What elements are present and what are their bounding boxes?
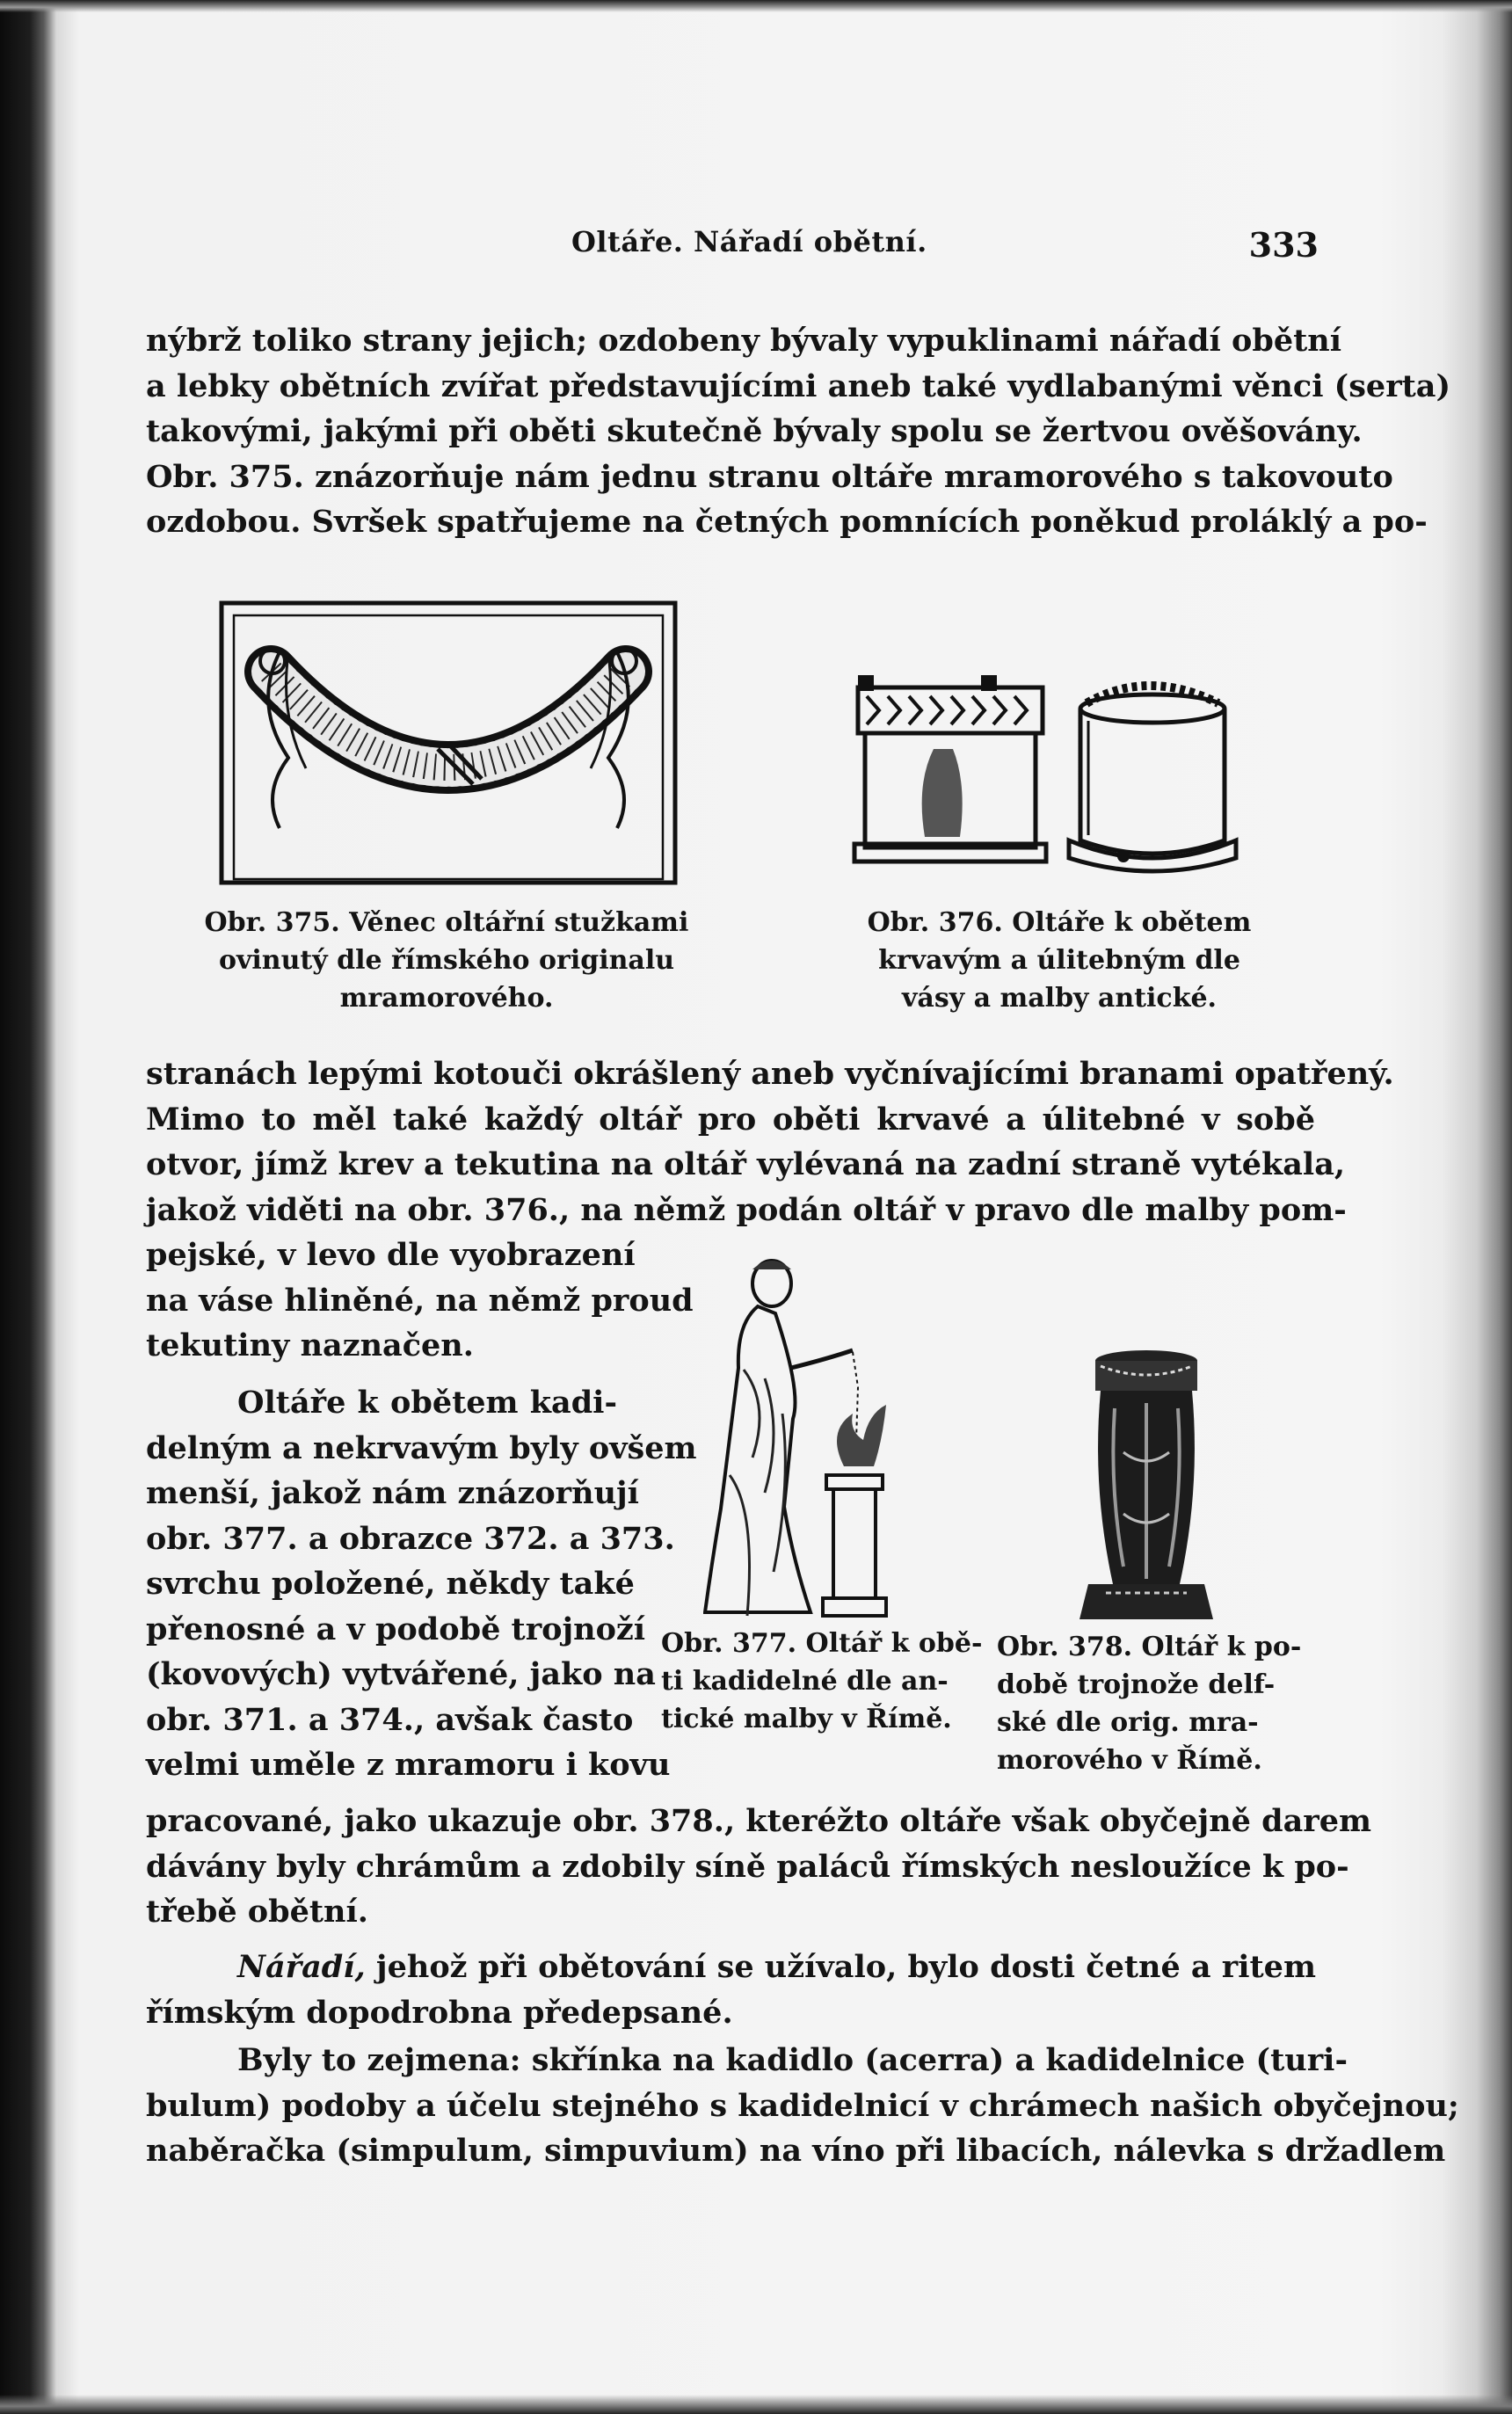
- caption-377: [661, 1625, 983, 1738]
- figure-375-garland-relief: [218, 600, 679, 886]
- text-line: Obr. 375. znázorňuje nám jednu stranu oltáře mramorového s takovouto: [146, 458, 1393, 495]
- caption-line: morového v Římě.: [997, 1745, 1262, 1776]
- caption-line: Obr. 376. Oltáře k obětem: [867, 907, 1252, 938]
- caption-line: době trojnože delf-: [997, 1669, 1276, 1700]
- text-fragment: jehož při obětování se užívalo, bylo dosti četné a ritem: [365, 1949, 1316, 1985]
- text-line: jakož viděti na obr. 376., na němž podán oltář v pravo dle malby pom-: [146, 1191, 1347, 1228]
- text-line: římským dopodrobna předepsané.: [146, 1994, 733, 2031]
- text-line: pejské, v levo dle vyobrazení: [146, 1237, 636, 1273]
- text-line: třebě obětní.: [146, 1894, 368, 1930]
- caption-line: krvavým a úlitebným dle: [878, 945, 1240, 976]
- caption-378: [997, 1628, 1302, 1779]
- text-line: Mimo to měl také každý oltář pro oběti krvavé a úlitebné v sobě: [146, 1101, 1315, 1138]
- running-title: Oltáře. Nářadí obětní.: [571, 225, 927, 258]
- text-line: přenosné a v podobě trojnoží: [146, 1611, 646, 1647]
- text-line: obr. 377. a obrazce 372. a 373.: [146, 1520, 675, 1557]
- text-line: (kovových) vytvářené, jako na: [146, 1656, 656, 1692]
- paragraph-2: [146, 1051, 1394, 1232]
- text-line: obr. 371. a 374., avšak často: [146, 1701, 634, 1738]
- text-line: tekutiny naznačen.: [146, 1327, 474, 1363]
- paragraph-3-full: [146, 1799, 1372, 1935]
- text-line: takovými, jakými při oběti skutečně bývaly spolu se žertvou ověšovány.: [146, 413, 1363, 449]
- text-line: [146, 1945, 1315, 1990]
- text-line: Byly to zejmena: skřínka na kadidlo (acerra) a kadidelnice (turi-: [237, 2042, 1348, 2078]
- caption-line: vásy a malby antické.: [901, 983, 1218, 1014]
- text-line: dávány byly chrámům a zdobily síně paláců římských nesloužíce k po-: [146, 1848, 1349, 1885]
- paragraph-3-narrow: [146, 1380, 697, 1788]
- caption-line: ské dle orig. mra-: [997, 1707, 1259, 1738]
- text-line: a lebky obětních zvířat představujícími aneb také vydlabanými věnci (serta): [146, 367, 1451, 404]
- text-line: stranách lepými kotouči okrášlený aneb vyčnívajícími branami opatřený.: [146, 1056, 1394, 1092]
- figure-377-woman-at-altar: [703, 1255, 891, 1625]
- text-line: bulum) podoby a účelu stejného s kadidelnicí v chrámech našich obyčejnou;: [146, 2087, 1459, 2124]
- text-line: svrchu položené, někdy také: [146, 1566, 635, 1602]
- caption-line: mramorového.: [339, 983, 554, 1014]
- text-line: nýbrž toliko strany jejich; ozdobeny bývaly vypuklinami nářadí obětní: [146, 323, 1342, 359]
- text-line: naběračka (simpulum, simpuvium) na víno při libacích, nálevka s držadlem: [146, 2133, 1446, 2169]
- paragraph-5: [146, 2038, 1459, 2174]
- caption-375: [204, 904, 689, 1017]
- paragraph-2-narrow: [146, 1232, 694, 1369]
- text-line: Oltáře k obětem kadi-: [237, 1385, 617, 1421]
- emphasis-term: Nářadí,: [237, 1949, 366, 1985]
- text-line: velmi uměle z mramoru i kovu: [146, 1747, 671, 1783]
- text-line: pracované, jako ukazuje obr. 378., kteréžto oltáře však obyčejně darem: [146, 1803, 1372, 1839]
- figure-376-two-altars: [849, 668, 1254, 879]
- caption-line: ti kadidelné dle an-: [661, 1666, 949, 1697]
- paragraph-1: [146, 318, 1451, 545]
- page-header: [149, 222, 1319, 265]
- caption-line: tické malby v Římě.: [661, 1704, 952, 1734]
- paragraph-4: [146, 1945, 1315, 2035]
- text-line: otvor, jímž krev a tekutina na oltář vylévaná na zadní straně vytékala,: [146, 1146, 1346, 1182]
- figure-378-tripod-altar: [1079, 1347, 1213, 1630]
- caption-line: Obr. 378. Oltář k po-: [997, 1632, 1302, 1662]
- text-line: menší, jakož nám znázorňují: [146, 1475, 639, 1511]
- page-number: 333: [1248, 225, 1319, 265]
- text-line: na váse hliněné, na němž proud: [146, 1282, 694, 1319]
- caption-line: Obr. 377. Oltář k obě-: [661, 1628, 983, 1659]
- caption-376: [840, 904, 1279, 1017]
- text-line: ozdobou. Svršek spatřujeme na četných pomnících poněkud proláklý a po-: [146, 504, 1428, 540]
- caption-line: Obr. 375. Věnec oltářní stužkami: [204, 907, 689, 938]
- caption-line: ovinutý dle římského originalu: [218, 945, 675, 976]
- text-line: delným a nekrvavým byly ovšem: [146, 1429, 697, 1466]
